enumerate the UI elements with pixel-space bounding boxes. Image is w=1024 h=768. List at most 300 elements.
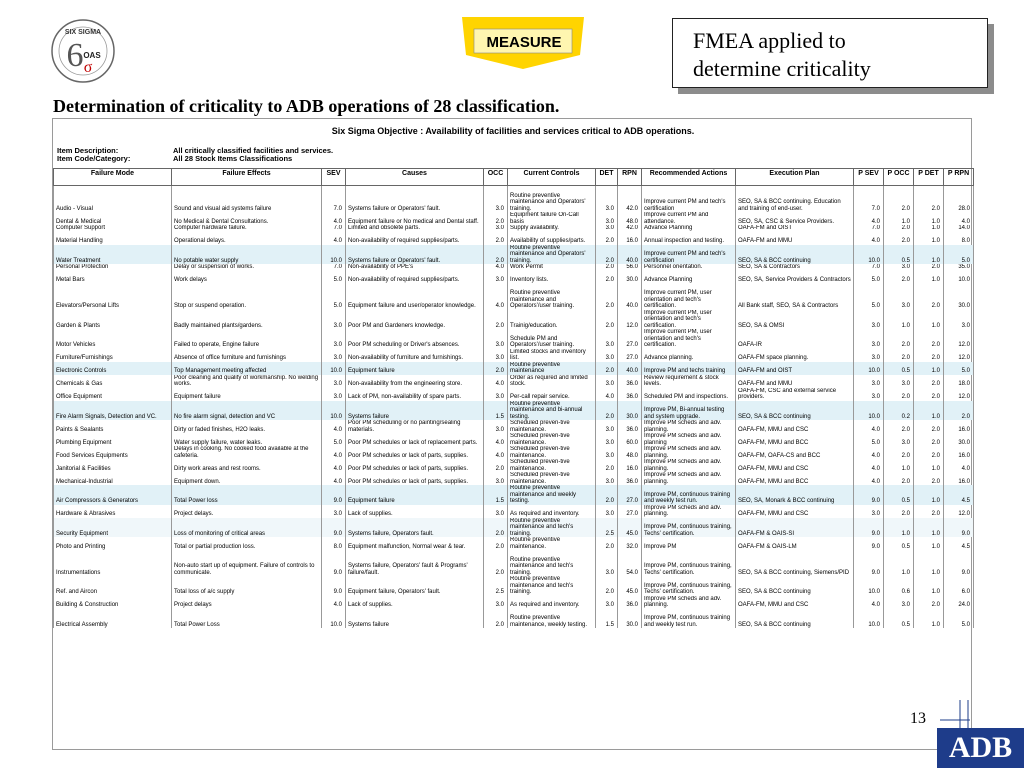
cell-det: 2.0 xyxy=(596,232,618,245)
cell-occ: 2.0 xyxy=(484,310,508,330)
cell-p-det: 1.0 xyxy=(914,212,944,225)
cell-occ: 4.0 xyxy=(484,433,508,446)
cell-p-occ: 0.5 xyxy=(884,485,914,505)
table-row xyxy=(54,232,974,245)
fmea-table xyxy=(53,168,974,628)
cell-det: 3.0 xyxy=(596,212,618,225)
header-p-rpn: P RPN xyxy=(944,169,974,186)
cell-p-occ: 2.0 xyxy=(884,329,914,349)
cell-p-rpn: 5.0 xyxy=(944,245,974,265)
cell-current-controls: Schedule PM and Operators'/user training. xyxy=(508,329,596,349)
cell-p-sev: 9.0 xyxy=(854,485,884,505)
cell-p-sev: 7.0 xyxy=(854,264,884,271)
cell-det: 3.0 xyxy=(596,433,618,446)
cell-current-controls: Availability of supplies/parts. xyxy=(508,232,596,245)
cell-p-occ: 3.0 xyxy=(884,264,914,271)
cell-execution-plan: OAFA-FM and OIST xyxy=(736,362,854,375)
cell-failure-effects: Top Management meeting affected xyxy=(172,362,322,375)
cell-det: 3.0 xyxy=(596,225,618,232)
cell-p-det: 2.0 xyxy=(914,505,944,518)
cell-causes: Equipment failure or No medical and Dental staff. xyxy=(346,212,484,225)
cell-current-controls: Routine preventive maintenance and Operators' training. xyxy=(508,245,596,265)
cell-rpn: 45.0 xyxy=(618,518,642,538)
cell-causes: Poor PM scheduling or Driver's absences. xyxy=(346,329,484,349)
cell-p-rpn: 10.0 xyxy=(944,271,974,284)
cell-p-occ: 0.2 xyxy=(884,401,914,421)
cell-p-sev: 3.0 xyxy=(854,310,884,330)
cell-failure-mode: Building & Construction xyxy=(54,596,172,609)
cell-occ: 2.5 xyxy=(484,576,508,596)
cell-causes: Poor PM schedules or lack of parts, supplies. xyxy=(346,459,484,472)
cell-p-sev: 4.0 xyxy=(854,212,884,225)
cell-p-det: 2.0 xyxy=(914,329,944,349)
cell-p-rpn: 16.0 xyxy=(944,446,974,459)
fmea-worksheet xyxy=(52,118,972,750)
cell-current-controls: Limited stocks and inventory list. xyxy=(508,349,596,362)
cell-failure-effects: Loss of monitoring of critical areas xyxy=(172,518,322,538)
cell-occ: 2.0 xyxy=(484,550,508,576)
cell-failure-effects: Project delays. xyxy=(172,505,322,518)
cell-execution-plan: SEO, SA & BCC continuing xyxy=(736,609,854,629)
cell-failure-mode: Air Compressors & Generators xyxy=(54,485,172,505)
cell-p-occ: 0.5 xyxy=(884,362,914,375)
cell-sev: 10.0 xyxy=(322,362,346,375)
cell-p-occ: 1.0 xyxy=(884,459,914,472)
cell-p-rpn: 12.0 xyxy=(944,349,974,362)
cell-failure-mode: Electronic Controls xyxy=(54,362,172,375)
cell-failure-mode: Office Equipment xyxy=(54,388,172,401)
cell-failure-mode: Fire Alarm Signals, Detection and VC. xyxy=(54,401,172,421)
cell-p-sev: 4.0 xyxy=(854,446,884,459)
cell-execution-plan: OAFA-FM, CSC and external service providers. xyxy=(736,388,854,401)
measure-label: MEASURE xyxy=(486,34,562,51)
cell-failure-effects: Total or partial production loss. xyxy=(172,537,322,550)
cell-p-det: 1.0 xyxy=(914,271,944,284)
cell-rpn: 40.0 xyxy=(618,284,642,310)
table-row xyxy=(54,459,974,472)
logo-numeral: 6 xyxy=(66,37,84,74)
cell-p-det: 2.0 xyxy=(914,472,944,485)
table-row xyxy=(54,245,974,265)
cell-recommended-actions: Improve current PM, user orientation and tech's certification. xyxy=(642,310,736,330)
cell-recommended-actions: Personnel orientation. xyxy=(642,264,736,271)
cell-det: 2.0 xyxy=(596,264,618,271)
cell-causes: Equipment failure and user/operator knowledge. xyxy=(346,284,484,310)
cell-p-occ: 2.0 xyxy=(884,505,914,518)
cell-causes: Systems failure or Operators' fault. xyxy=(346,245,484,265)
cell-p-rpn: 5.0 xyxy=(944,362,974,375)
cell-causes: Lack of PM, non-availability of spare parts. xyxy=(346,388,484,401)
cell-det: 3.0 xyxy=(596,375,618,388)
cell-rpn: 27.0 xyxy=(618,485,642,505)
cell-p-rpn: 6.0 xyxy=(944,576,974,596)
cell-rpn: 54.0 xyxy=(618,550,642,576)
table-row xyxy=(54,349,974,362)
cell-rpn: 36.0 xyxy=(618,472,642,485)
cell-sev: 5.0 xyxy=(322,271,346,284)
cell-failure-effects: Delays in cooking. No cooked food available at the cafeteria. xyxy=(172,446,322,459)
cell-occ: 4.0 xyxy=(484,284,508,310)
cell-p-det: 2.0 xyxy=(914,284,944,310)
cell-p-sev: 4.0 xyxy=(854,459,884,472)
table-row xyxy=(54,212,974,225)
cell-rpn: 32.0 xyxy=(618,537,642,550)
cell-rpn: 40.0 xyxy=(618,362,642,375)
item-description-value: All critically classified facilities and services. xyxy=(173,146,334,155)
cell-p-occ: 2.0 xyxy=(884,232,914,245)
cell-p-sev: 5.0 xyxy=(854,284,884,310)
adb-logo: ADB xyxy=(937,728,1024,768)
item-category-label: Item Code/Category: xyxy=(57,154,131,163)
cell-p-det: 1.0 xyxy=(914,518,944,538)
table-row xyxy=(54,388,974,401)
cell-det: 3.0 xyxy=(596,472,618,485)
table-row xyxy=(54,550,974,576)
cell-sev: 7.0 xyxy=(322,264,346,271)
cell-p-occ: 3.0 xyxy=(884,433,914,446)
cell-rpn: 42.0 xyxy=(618,225,642,232)
cell-failure-mode: Garden & Plants xyxy=(54,310,172,330)
cell-rpn: 16.0 xyxy=(618,232,642,245)
cell-sev: 4.0 xyxy=(322,446,346,459)
cell-rpn: 45.0 xyxy=(618,576,642,596)
cell-recommended-actions: Scheduled PM and inspections. xyxy=(642,388,736,401)
cell-p-rpn: 30.0 xyxy=(944,284,974,310)
cell-occ: 2.0 xyxy=(484,609,508,629)
header-execution-plan: Execution Plan xyxy=(736,169,854,186)
cell-det: 3.0 xyxy=(596,505,618,518)
cell-execution-plan: SEO, SA & BCC continuing xyxy=(736,401,854,421)
cell-recommended-actions: Annual inspection and testing. xyxy=(642,232,736,245)
cell-recommended-actions: Improve current PM, user orientation and tech's certification. xyxy=(642,329,736,349)
cell-recommended-actions: Improve PM scheds and adv. planning xyxy=(642,433,736,446)
cell-failure-mode: Instrumentations xyxy=(54,550,172,576)
cell-execution-plan: OAFA-FM, MMU and CSC xyxy=(736,459,854,472)
cell-execution-plan: OAFA-FM, MMU and BCC xyxy=(736,472,854,485)
cell-failure-mode: Computer Support xyxy=(54,225,172,232)
cell-recommended-actions: Improve PM scheds and adv. planning. xyxy=(642,596,736,609)
cell-p-occ: 0.5 xyxy=(884,537,914,550)
cell-causes: Equipment failure xyxy=(346,362,484,375)
cell-p-sev: 10.0 xyxy=(854,576,884,596)
cell-p-det: 2.0 xyxy=(914,388,944,401)
cell-causes: Equipment failure xyxy=(346,485,484,505)
table-row xyxy=(54,518,974,538)
cell-recommended-actions: Improve PM scheds and adv. planning. xyxy=(642,420,736,433)
cell-sev: 3.0 xyxy=(322,310,346,330)
cell-failure-mode: Elevators/Personal Lifts xyxy=(54,284,172,310)
cell-causes: Non-availability of furniture and furnishings. xyxy=(346,349,484,362)
cell-p-rpn: 4.0 xyxy=(944,459,974,472)
cell-causes: Poor PM and Gardeners knowledge. xyxy=(346,310,484,330)
cell-execution-plan: SEO, SA, Service Providers & Contractors xyxy=(736,271,854,284)
cell-det: 2.0 xyxy=(596,245,618,265)
cell-p-rpn: 2.0 xyxy=(944,401,974,421)
table-row xyxy=(54,433,974,446)
cell-sev: 9.0 xyxy=(322,485,346,505)
cell-execution-plan: SEO, SA, Monark & BCC continuing xyxy=(736,485,854,505)
cell-sev: 9.0 xyxy=(322,576,346,596)
cell-p-det: 1.0 xyxy=(914,609,944,629)
table-row xyxy=(54,537,974,550)
cell-p-det: 1.0 xyxy=(914,401,944,421)
cell-failure-effects: Dirty or faded finishes, H2O leaks. xyxy=(172,420,322,433)
cell-p-sev: 10.0 xyxy=(854,401,884,421)
cell-p-occ: 2.0 xyxy=(884,446,914,459)
cell-rpn: 56.0 xyxy=(618,264,642,271)
cell-current-controls: Scheduled preven-tive maintenance. xyxy=(508,459,596,472)
table-row xyxy=(54,375,974,388)
cell-sev: 4.0 xyxy=(322,472,346,485)
cell-p-sev: 3.0 xyxy=(854,505,884,518)
cell-failure-effects: Stop or suspend operation. xyxy=(172,284,322,310)
cell-p-det: 1.0 xyxy=(914,232,944,245)
item-category-value: All 28 Stock Items Classifications xyxy=(173,154,293,163)
cell-recommended-actions: Improve PM scheds and adv. planning. xyxy=(642,472,736,485)
header-det: DET xyxy=(596,169,618,186)
cell-recommended-actions: Improve PM, Bi-annual testing and system upgrade. xyxy=(642,401,736,421)
cell-failure-effects: Project delays xyxy=(172,596,322,609)
cell-execution-plan: OAFA-FM, OAFA-CS and BCC xyxy=(736,446,854,459)
cell-failure-mode: Electrical Assembly xyxy=(54,609,172,629)
cell-execution-plan: OAFA-FM & OAIS-LM xyxy=(736,537,854,550)
cell-recommended-actions: Improve current PM and tech's certification xyxy=(642,245,736,265)
cell-occ: 2.0 xyxy=(484,362,508,375)
header-causes: Causes xyxy=(346,169,484,186)
cell-sev: 4.0 xyxy=(322,232,346,245)
cell-recommended-actions: Improve PM scheds and adv. planning. xyxy=(642,446,736,459)
cell-failure-mode: Audio - Visual xyxy=(54,186,172,213)
cell-recommended-actions: Improve PM, continuous training and weekly test run. xyxy=(642,485,736,505)
cell-p-det: 2.0 xyxy=(914,433,944,446)
cell-causes: Lack of supplies. xyxy=(346,596,484,609)
cell-recommended-actions: Improve PM, continuous training, Techs' certification. xyxy=(642,576,736,596)
cell-failure-mode: Water Treatment xyxy=(54,245,172,265)
cell-p-det: 1.0 xyxy=(914,550,944,576)
cell-failure-mode: Janitorial & Facilities xyxy=(54,459,172,472)
cell-current-controls: As required and inventory. xyxy=(508,505,596,518)
cell-recommended-actions: Improve PM, continuous training, Techs' certification. xyxy=(642,518,736,538)
cell-failure-mode: Material Handling xyxy=(54,232,172,245)
cell-rpn: 36.0 xyxy=(618,375,642,388)
cell-det: 3.0 xyxy=(596,420,618,433)
cell-rpn: 30.0 xyxy=(618,271,642,284)
cell-p-occ: 2.0 xyxy=(884,271,914,284)
cell-p-det: 2.0 xyxy=(914,446,944,459)
cell-p-rpn: 14.0 xyxy=(944,225,974,232)
cell-current-controls: Routine preventive maintenance and weekly testing. xyxy=(508,485,596,505)
cell-current-controls: Supply availability. xyxy=(508,225,596,232)
cell-p-rpn: 3.0 xyxy=(944,310,974,330)
cell-recommended-actions: Improve PM, continuous training, Techs' certification. xyxy=(642,550,736,576)
cell-causes: Systems failure, Operators' fault & Programs' failure/fault. xyxy=(346,550,484,576)
cell-p-det: 1.0 xyxy=(914,459,944,472)
cell-current-controls: Per-call repair service. xyxy=(508,388,596,401)
cell-recommended-actions: Improve PM xyxy=(642,537,736,550)
cell-current-controls: Routine preventive maintenance xyxy=(508,362,596,375)
item-description-label: Item Description: xyxy=(57,146,119,155)
cell-p-occ: 1.0 xyxy=(884,310,914,330)
cell-failure-effects: Total Power Loss xyxy=(172,609,322,629)
cell-causes: Equipment failure, Operators' fault. xyxy=(346,576,484,596)
cell-p-rpn: 4.5 xyxy=(944,485,974,505)
cell-p-det: 2.0 xyxy=(914,596,944,609)
cell-rpn: 27.0 xyxy=(618,329,642,349)
cell-sev: 9.0 xyxy=(322,550,346,576)
cell-sev: 5.0 xyxy=(322,433,346,446)
table-row xyxy=(54,362,974,375)
cell-execution-plan: OAFA-FM and MMU xyxy=(736,375,854,388)
cell-p-det: 2.0 xyxy=(914,264,944,271)
header-p-sev: P SEV xyxy=(854,169,884,186)
cell-sev: 7.0 xyxy=(322,225,346,232)
cell-det: 2.0 xyxy=(596,284,618,310)
cell-p-det: 1.0 xyxy=(914,225,944,232)
table-row xyxy=(54,420,974,433)
cell-current-controls: Routine preventive maintenance and tech's training. xyxy=(508,550,596,576)
cell-occ: 3.0 xyxy=(484,472,508,485)
cell-failure-mode: Ref. and Aircon xyxy=(54,576,172,596)
cell-failure-effects: Non-auto start up of equipment. Failure of controls to communicate. xyxy=(172,550,322,576)
cell-causes: Non-availability of required supplies/parts. xyxy=(346,271,484,284)
cell-p-sev: 3.0 xyxy=(854,388,884,401)
cell-rpn: 48.0 xyxy=(618,446,642,459)
cell-execution-plan: OAFA-FM, MMU and CSC xyxy=(736,596,854,609)
cell-p-rpn: 30.0 xyxy=(944,433,974,446)
cell-causes: Non-availability of required supplies/parts. xyxy=(346,232,484,245)
cell-p-occ: 0.6 xyxy=(884,576,914,596)
cell-occ: 4.0 xyxy=(484,375,508,388)
cell-execution-plan: SEO, SA & OMSI xyxy=(736,310,854,330)
cell-p-occ: 0.5 xyxy=(884,245,914,265)
cell-rpn: 40.0 xyxy=(618,245,642,265)
table-row xyxy=(54,186,974,213)
cell-execution-plan: SEO, SA & Contractors xyxy=(736,264,854,271)
cell-failure-mode: Hardware & Abrasives xyxy=(54,505,172,518)
table-row xyxy=(54,271,974,284)
cell-p-det: 1.0 xyxy=(914,537,944,550)
cell-failure-effects: Failed to operate, Engine failure xyxy=(172,329,322,349)
cell-sev: 3.0 xyxy=(322,375,346,388)
cell-execution-plan: SEO, SA & BCC continuing xyxy=(736,576,854,596)
cell-causes: Poor PM schedules or lack of parts, supplies. xyxy=(346,472,484,485)
logo-sigma-symbol: σ xyxy=(83,59,93,76)
cell-current-controls: Trainig/education. xyxy=(508,310,596,330)
header-rpn: RPN xyxy=(618,169,642,186)
objective-text: Six Sigma Objective : Availability of facilities and services critical to ADB operations. xyxy=(331,126,695,136)
cell-p-occ: 2.0 xyxy=(884,349,914,362)
cell-failure-mode: Furniture/Furnishings xyxy=(54,349,172,362)
cell-failure-effects: Poor cleaning and quality of workmanship. No welding works. xyxy=(172,375,322,388)
cell-occ: 3.0 xyxy=(484,388,508,401)
cell-det: 3.0 xyxy=(596,596,618,609)
cell-p-rpn: 4.5 xyxy=(944,537,974,550)
cell-causes: Systems failure xyxy=(346,609,484,629)
cell-recommended-actions: Advance planning. xyxy=(642,349,736,362)
cell-p-det: 2.0 xyxy=(914,186,944,213)
cell-p-rpn: 9.0 xyxy=(944,518,974,538)
header-p-occ: P OCC xyxy=(884,169,914,186)
header-failure-effects: Failure Effects xyxy=(172,169,322,186)
cell-det: 3.0 xyxy=(596,446,618,459)
cell-failure-effects: Total Power loss xyxy=(172,485,322,505)
cell-recommended-actions: Improve PM scheds and adv. planning. xyxy=(642,505,736,518)
header-p-det: P DET xyxy=(914,169,944,186)
cell-failure-mode: Plumbing Equipment xyxy=(54,433,172,446)
cell-p-rpn: 35.0 xyxy=(944,264,974,271)
cell-failure-mode: Mechanical-Industrial xyxy=(54,472,172,485)
cell-causes: Non-availability of PPE's xyxy=(346,264,484,271)
cell-current-controls: Routine preventive maintenance, weekly testing. xyxy=(508,609,596,629)
cell-failure-effects: No potable water supply xyxy=(172,245,322,265)
item-info xyxy=(57,147,333,163)
cell-failure-mode: Motor Vehicles xyxy=(54,329,172,349)
table-row xyxy=(54,329,974,349)
cell-p-det: 1.0 xyxy=(914,485,944,505)
cell-p-rpn: 5.0 xyxy=(944,609,974,629)
cell-det: 3.0 xyxy=(596,349,618,362)
cell-causes: Equipment malfunction, Normal wear & tear. xyxy=(346,537,484,550)
cell-sev: 4.0 xyxy=(322,459,346,472)
cell-p-sev: 5.0 xyxy=(854,271,884,284)
cell-failure-mode: Dental & Medical xyxy=(54,212,172,225)
cell-p-det: 1.0 xyxy=(914,362,944,375)
cell-current-controls: Routine preventive maintenance and bi-annual testing. xyxy=(508,401,596,421)
cell-p-rpn: 18.0 xyxy=(944,375,974,388)
cell-occ: 2.0 xyxy=(484,232,508,245)
cell-p-rpn: 12.0 xyxy=(944,388,974,401)
cell-p-occ: 1.0 xyxy=(884,212,914,225)
table-row xyxy=(54,401,974,421)
cell-execution-plan: OAFA-FM, MMU and CSC xyxy=(736,505,854,518)
cell-p-rpn: 16.0 xyxy=(944,472,974,485)
header-current-controls: Current Controls xyxy=(508,169,596,186)
cell-p-occ: 1.0 xyxy=(884,518,914,538)
cell-causes: Systems failure xyxy=(346,401,484,421)
cell-rpn: 30.0 xyxy=(618,401,642,421)
cell-sev: 5.0 xyxy=(322,284,346,310)
cell-current-controls: Order as required and limited stock. xyxy=(508,375,596,388)
cell-rpn: 36.0 xyxy=(618,420,642,433)
table-row xyxy=(54,505,974,518)
cell-sev: 7.0 xyxy=(322,186,346,213)
cell-p-occ: 2.0 xyxy=(884,225,914,232)
table-row xyxy=(54,310,974,330)
cell-p-det: 2.0 xyxy=(914,349,944,362)
cell-rpn: 60.0 xyxy=(618,433,642,446)
cell-causes: Lack of supplies. xyxy=(346,505,484,518)
cell-causes: Limited and obsolete parts. xyxy=(346,225,484,232)
cell-det: 2.0 xyxy=(596,485,618,505)
slide-number: 13 xyxy=(910,710,926,727)
cell-sev: 4.0 xyxy=(322,596,346,609)
cell-occ: 1.5 xyxy=(484,485,508,505)
cell-rpn: 16.0 xyxy=(618,459,642,472)
cell-current-controls: Scheduled preven-tive maintenance. xyxy=(508,420,596,433)
cell-p-sev: 4.0 xyxy=(854,596,884,609)
cell-current-controls: Routine preventive maintenance and Operators' training. xyxy=(508,186,596,213)
cell-sev: 3.0 xyxy=(322,388,346,401)
cell-recommended-actions: Advance Planning xyxy=(642,225,736,232)
cell-rpn: 42.0 xyxy=(618,186,642,213)
cell-execution-plan: SEO, SA, CSC & Service Providers. xyxy=(736,212,854,225)
cell-rpn: 36.0 xyxy=(618,388,642,401)
table-row xyxy=(54,446,974,459)
cell-p-sev: 7.0 xyxy=(854,225,884,232)
cell-p-sev: 10.0 xyxy=(854,362,884,375)
cell-recommended-actions: Improve PM and techs training xyxy=(642,362,736,375)
cell-recommended-actions: Advance Planning xyxy=(642,271,736,284)
